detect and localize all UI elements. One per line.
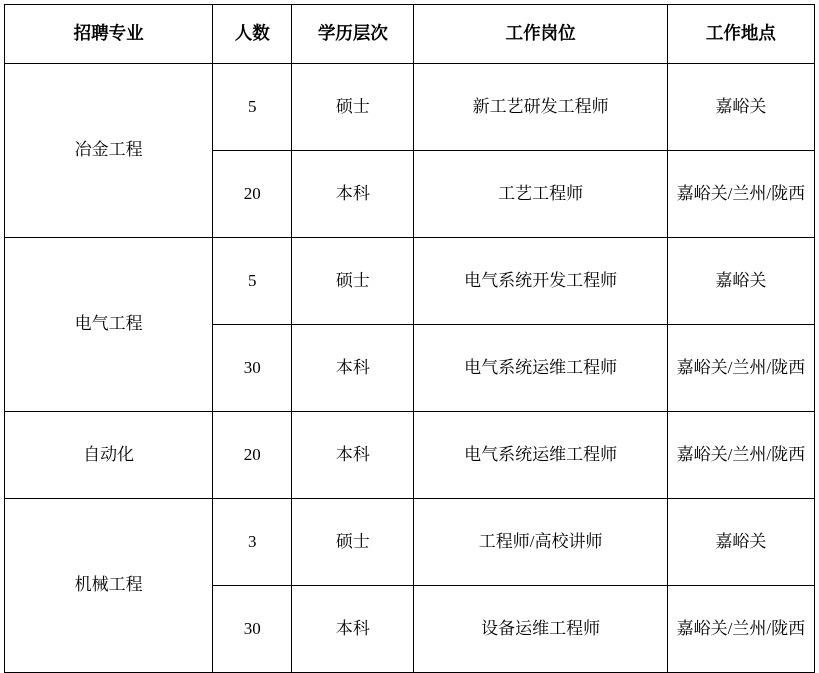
cell-place: 嘉峪关: [667, 64, 814, 151]
table-header-row: [5, 5, 815, 64]
cell-post: 新工艺研发工程师: [414, 64, 667, 151]
cell-degree: 本科: [292, 325, 414, 412]
cell-degree: 硕士: [292, 64, 414, 151]
cell-post: 电气系统运维工程师: [414, 412, 667, 499]
cell-degree: 本科: [292, 586, 414, 673]
cell-count: 20: [213, 412, 292, 499]
table-row: [5, 238, 815, 325]
cell-place: 嘉峪关: [667, 499, 814, 586]
cell-place: 嘉峪关/兰州/陇西: [667, 151, 814, 238]
table-row: [5, 412, 815, 499]
cell-place: 嘉峪关: [667, 238, 814, 325]
cell-place: 嘉峪关/兰州/陇西: [667, 586, 814, 673]
cell-post: 电气系统开发工程师: [414, 238, 667, 325]
cell-major: 电气工程: [5, 238, 213, 412]
column-header-degree: 学历层次: [292, 5, 414, 64]
cell-count: 30: [213, 325, 292, 412]
cell-degree: 硕士: [292, 499, 414, 586]
cell-count: 20: [213, 151, 292, 238]
cell-place: 嘉峪关/兰州/陇西: [667, 325, 814, 412]
cell-count: 5: [213, 64, 292, 151]
column-header-count: 人数: [213, 5, 292, 64]
column-header-major: 招聘专业: [5, 5, 213, 64]
cell-count: 3: [213, 499, 292, 586]
cell-count: 30: [213, 586, 292, 673]
cell-degree: 本科: [292, 151, 414, 238]
cell-degree: 本科: [292, 412, 414, 499]
cell-post: 工艺工程师: [414, 151, 667, 238]
cell-post: 工程师/高校讲师: [414, 499, 667, 586]
table-row: [5, 64, 815, 151]
cell-major: 冶金工程: [5, 64, 213, 238]
column-header-place: 工作地点: [667, 5, 814, 64]
recruitment-table: [4, 4, 815, 673]
cell-place: 嘉峪关/兰州/陇西: [667, 412, 814, 499]
cell-major: 机械工程: [5, 499, 213, 673]
cell-major: 自动化: [5, 412, 213, 499]
cell-post: 设备运维工程师: [414, 586, 667, 673]
table-row: [5, 499, 815, 586]
cell-degree: 硕士: [292, 238, 414, 325]
cell-post: 电气系统运维工程师: [414, 325, 667, 412]
column-header-post: 工作岗位: [414, 5, 667, 64]
cell-count: 5: [213, 238, 292, 325]
